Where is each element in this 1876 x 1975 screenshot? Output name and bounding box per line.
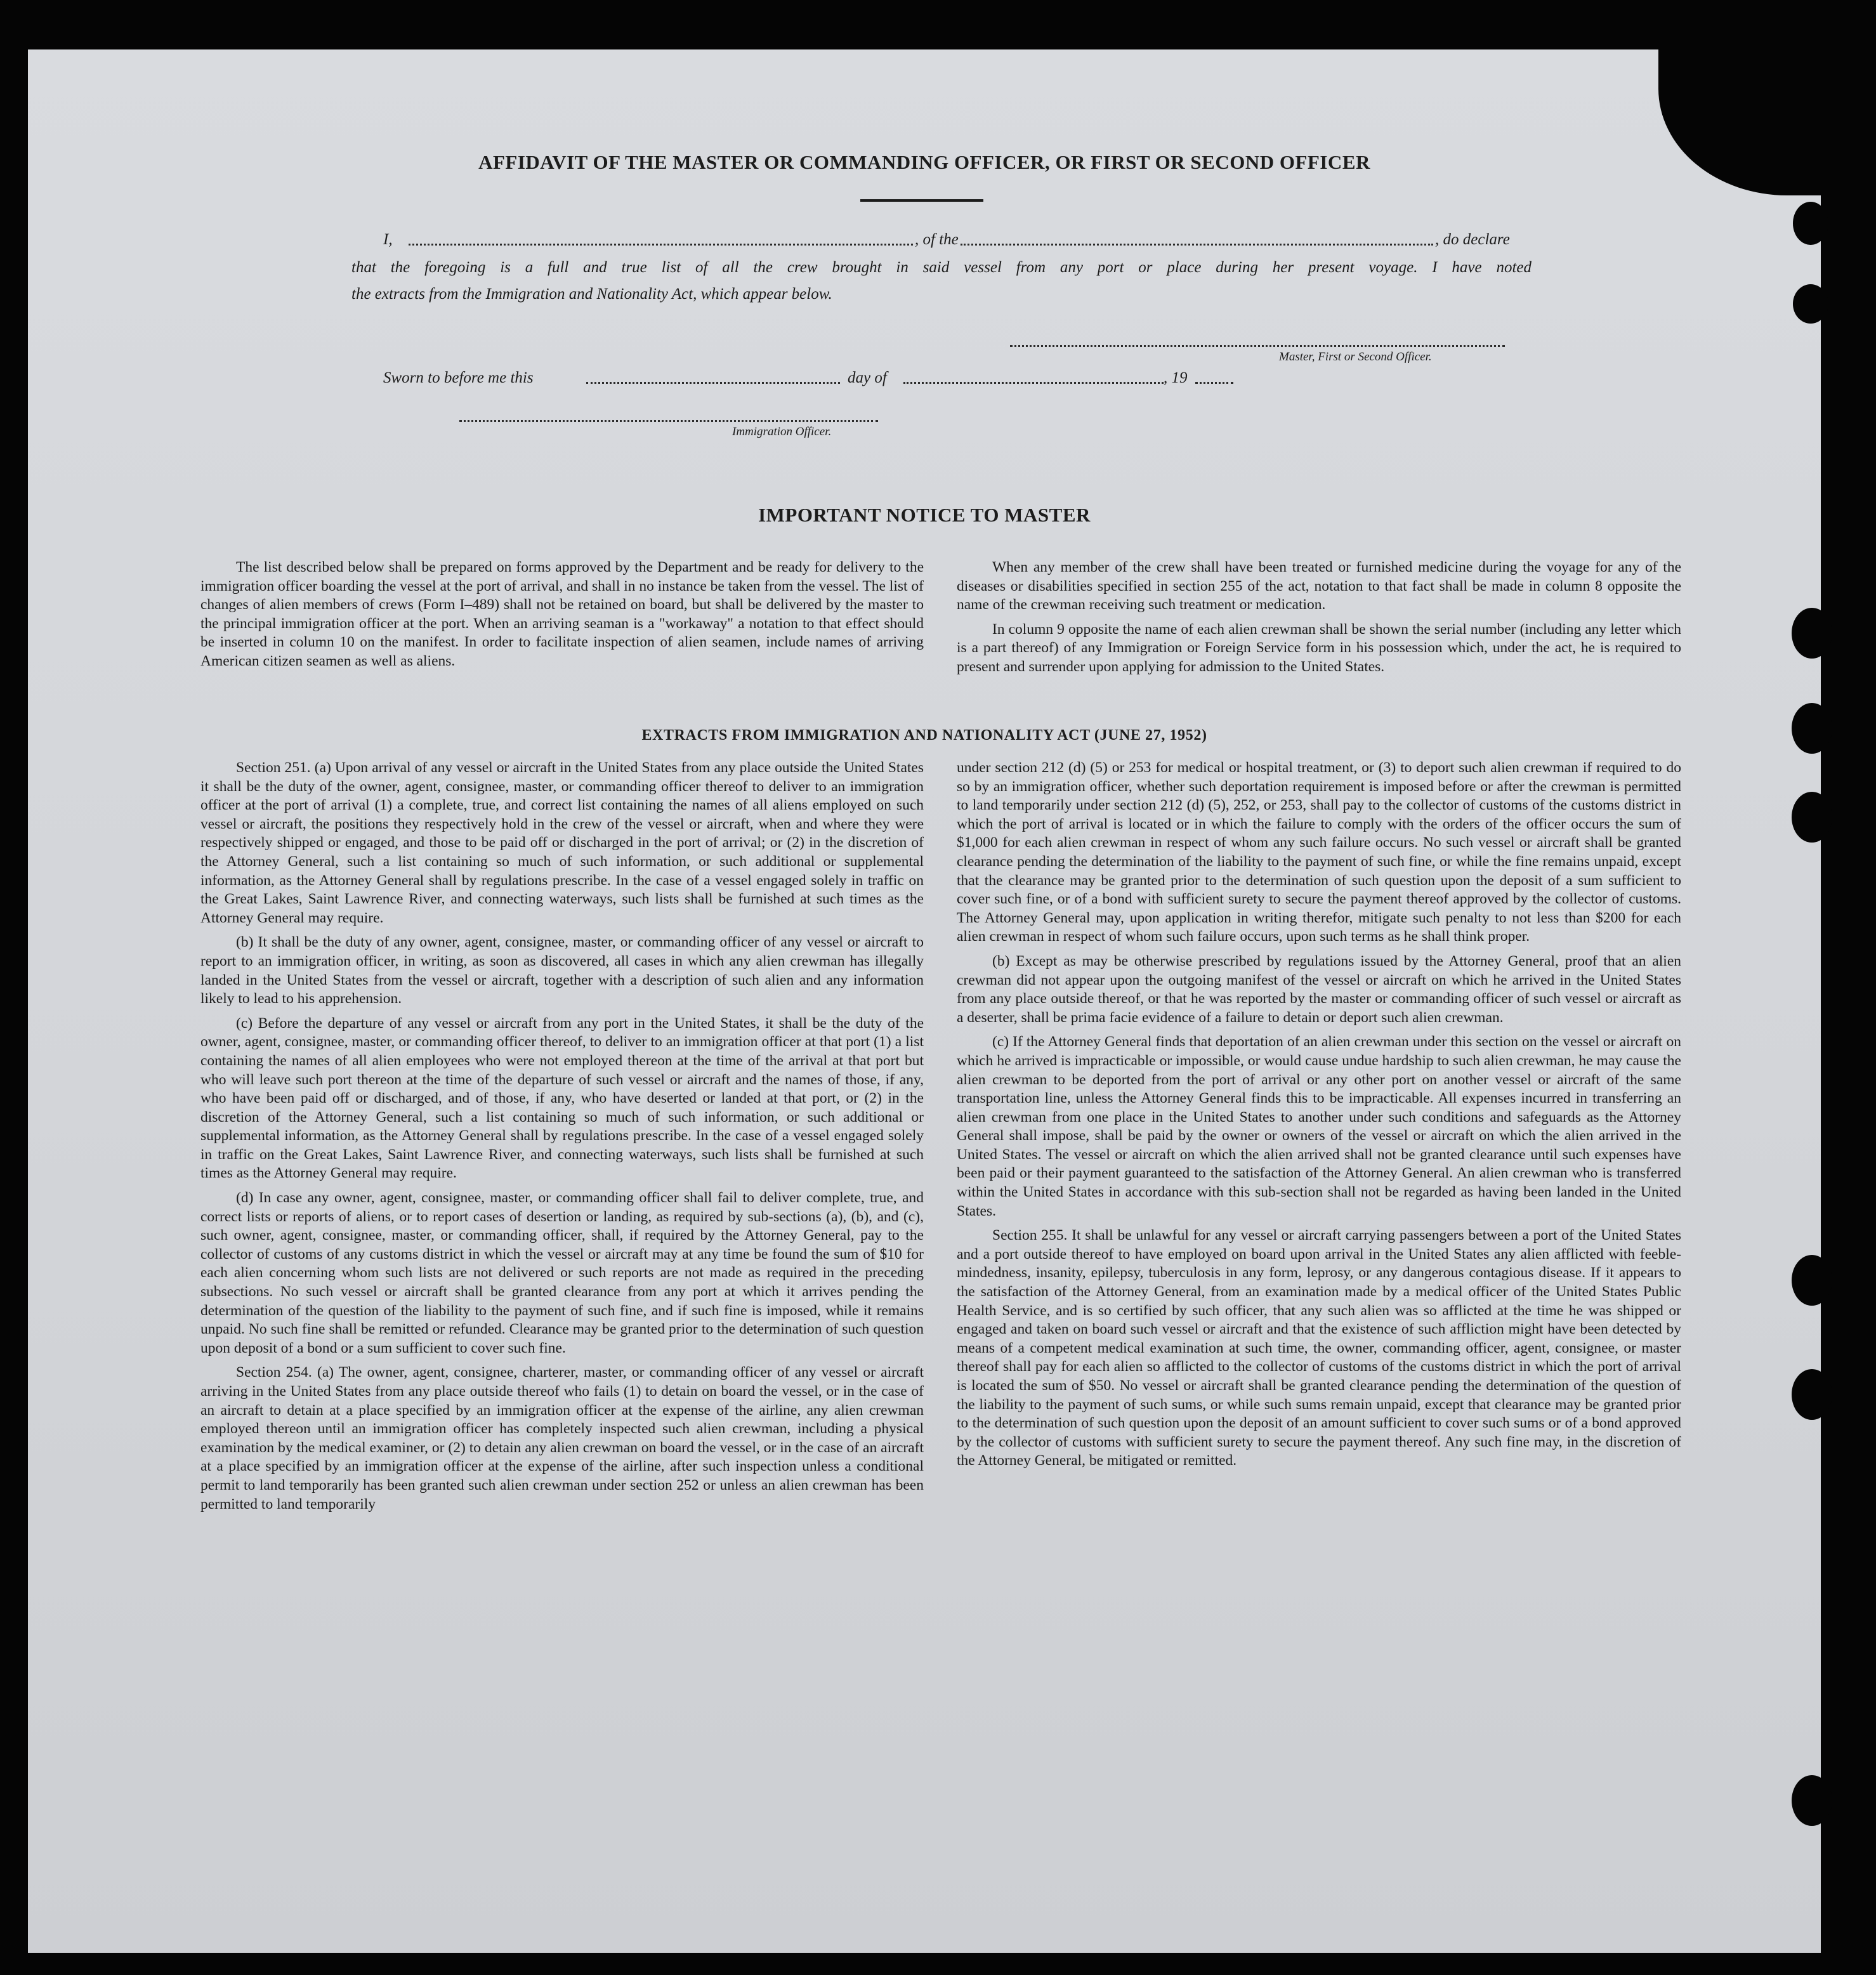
- extracts-left-column: [200, 759, 924, 1519]
- master-signature-caption: Master, First or Second Officer.: [1279, 350, 1432, 364]
- extract-paragraph: (b) It shall be the duty of any owner, agent, consignee, master, or commanding officer of any vessel or aircraft to report to an immigration officer, in writing, as soon as discovered, all cases in which any alien crewman has illegally landed in the United States from the vessel or aircraft, together with a description of such alien and any information likely to lead to his apprehension.: [200, 934, 924, 1007]
- extracts-title: EXTRACTS FROM IMMIGRATION AND NATIONALITY ACT (JUNE 27, 1952): [641, 727, 1207, 744]
- extract-paragraph: Section 255. It shall be unlawful for any vessel or aircraft carrying passengers between a port of the United States and a port outside thereof to have employed on board upon arrival in the United States any alien afflicted with feeble-mindedness, insanity, epilepsy, tuberculosis in any form, leprosy, or any dangerous contagious disease. If it appears to the satisfaction of the Attorney General, from an examination made by a medical officer of the United States Public Health Service, and is so certified by such officer, that any such alien was so afflicted at the time he was shipped or engaged and taken on board such vessel or aircraft and that the existence of such affliction might have been detected by means of a competent medical examination at such time, the owner, commanding officer, agent, consignee, or master thereof shall pay for each alien so afflicted to the collector of customs of the customs district in which the port of arrival is located the sum of $50. No vessel or aircraft shall be granted clearance pending the determination of the question of the liability to the payment of such sums, or while such sums remain unpaid, except that clearance may be granted prior to the determination of such question upon the deposit of an amount sufficient to cover such sums or of a bond approved by the collector of customs with sufficient surety to secure the payment thereof. Any such fine may, in the discretion of the Attorney General, be mitigated or remitted.: [957, 1227, 1681, 1469]
- extract-paragraph: (b) Except as may be otherwise prescribed by regulations issued by the Attorney General, proof that an alien crewman did not appear upon the outgoing manifest of the vessel or aircraft on which he arrived in the United States from any place outside thereof, or that he was reported by the master or commanding officer of such vessel or aircraft as a deserter, shall be prima facie evidence of a failure to detain or deport such alien crewman.: [957, 952, 1681, 1026]
- document-page: [28, 49, 1821, 1953]
- affidavit-statement-line: that the foregoing is a full and true list of all the crew brought in said vessel from any port or place during her present voyage. I have noted: [351, 259, 1532, 276]
- immigration-officer-signature-line[interactable]: [459, 420, 878, 422]
- punch-hole: [1792, 608, 1832, 659]
- punch-hole: [1792, 1255, 1832, 1306]
- affidavit-i-label: I,: [383, 231, 393, 248]
- master-name-blank[interactable]: [409, 244, 913, 246]
- extract-paragraph: Section 251. (a) Upon arrival of any vessel or aircraft in the United States from any place outside the United States it shall be the duty of the owner, agent, consignee, master, or commanding officer thereof to deliver to an immigration officer at the port of arrival (1) a complete, true, and correct list containing the names of all aliens employed on such vessel or aircraft, the positions they respectively hold in the crew of the vessel or aircraft, when and where they were respectively shipped or engaged, and those to be paid off or discharged in the port of arrival; or (2) in the discretion of the Attorney General, such a list containing so much of such information, or such additional or supplemental information, as the Attorney General shall by regulations prescribe. In the case of a vessel engaged solely in traffic on the Great Lakes, Saint Lawrence River, and connecting waterways, such lists shall be furnished at such times as the Attorney General may require.: [200, 759, 924, 926]
- notice-paragraph: In column 9 opposite the name of each alien crewman shall be shown the serial number (including any letter which is a part thereof) of any Immigration or Foreign Service form in his possession which, under the act, he is required to present and surrender upon applying for admission to the United States.: [957, 620, 1681, 675]
- notice-left-column: [200, 558, 924, 677]
- sworn-year-label: , 19: [1164, 369, 1188, 386]
- punch-hole: [1792, 1369, 1832, 1420]
- sworn-label: Sworn to before me this: [383, 369, 534, 386]
- sworn-day-blank[interactable]: [586, 382, 840, 384]
- extract-paragraph: under section 212 (d) (5) or 253 for medical or hospital treatment, or (3) to deport such alien crewman if required to do so by an immigration officer, whether such deportation requirement is imposed before or after the crewman is permitted to land temporarily under section 212 (d) (5), 252, or 253, shall pay to the collector of customs of the customs district in which the port of arrival is located or in which the failure to comply with the orders of the officer occurs the sum of $1,000 for each alien crewman in respect of whom any such failure occurs. No such vessel or aircraft shall be granted clearance pending the determination of the liability to the payment of such fine, or while the fine remains unpaid, except that the clearance may be granted prior to the determination of such question upon the deposit of a sum sufficient to cover such fine, or of a bond with sufficient surety to secure the payment thereof approved by the collector of customs. The Attorney General may, upon application in writing therefor, mitigate such penalty to not less than $200 for each alien crewman in respect of whom such failure occurs, upon such terms as he shall think proper.: [957, 759, 1681, 945]
- punch-hole: [1792, 1775, 1832, 1826]
- immigration-officer-caption: Immigration Officer.: [732, 425, 832, 438]
- master-signature-line[interactable]: [1010, 345, 1505, 347]
- punch-hole: [1793, 284, 1828, 324]
- sworn-day-of-label: day of: [848, 369, 887, 386]
- punch-hole: [1792, 703, 1832, 754]
- extract-paragraph: (c) Before the departure of any vessel or aircraft from any port in the United States, it shall be the duty of the owner, agent, consignee, master, or commanding officer thereof, to deliver to an immigration officer at that port (1) a list containing the names of all alien employees who were not employed thereon at the time of the arrival at that port but who will leave such port thereon at the time of the departure of such vessel or aircraft and the names of those, if any, who have been paid off or discharged, and of those, if any, who have deserted or landed at that port, or (2) in the discretion of the Attorney General, such a list containing so much of such information, or such additional or supplemental information, as the Attorney General shall by regulations prescribe. In the case of a vessel engaged solely in traffic on the Great Lakes, Saint Lawrence River, and connecting waterways, such lists shall be furnished at such times as the Attorney General may require.: [200, 1014, 924, 1182]
- punch-hole: [1792, 792, 1832, 843]
- extracts-right-column: [957, 759, 1681, 1476]
- notice-right-column: [957, 558, 1681, 683]
- extract-paragraph: (c) If the Attorney General finds that deportation of an alien crewman under this section on the vessel or aircraft on which he arrived is impracticable or impossible, or would cause undue hardship to such alien crewman, he may cause the alien crewman to be deported from the port of arrival or any other port on another vessel or aircraft of the same transportation line, unless the Attorney General finds this to be impracticable. All expenses incurred in transferring an alien crewman from one place in the United States to another under such conditions and safeguards as the Attorney General shall impose, shall be paid by the owner or owners of the vessel or aircraft on which the alien arrived in the United States. The vessel or aircraft on which the alien arrived shall not be granted clearance until such expenses have been paid or their payment guaranteed to the satisfaction of the Attorney General. An alien crewman who is transferred within the United States in accordance with this sub-section shall not be regarded as having been landed in the United States.: [957, 1033, 1681, 1219]
- sworn-month-blank[interactable]: [903, 382, 1164, 384]
- affidavit-title: AFFIDAVIT OF THE MASTER OR COMMANDING OFFICER, OR FIRST OR SECOND OFFICER: [478, 151, 1370, 173]
- affidavit-statement-line-2: the extracts from the Immigration and Nationality Act, which appear below.: [351, 285, 832, 303]
- sworn-year-blank[interactable]: [1195, 382, 1233, 384]
- punch-hole: [1793, 202, 1828, 245]
- notice-paragraph: When any member of the crew shall have been treated or furnished medicine during the voyage for any of the diseases or disabilities specified in section 255 of the act, notation to that fact shall be made in column 8 opposite the name of the crewman receiving such treatment or medication.: [957, 559, 1681, 613]
- title-divider: [860, 199, 983, 202]
- vessel-name-blank[interactable]: [961, 244, 1433, 246]
- notice-title: IMPORTANT NOTICE TO MASTER: [758, 504, 1091, 526]
- notice-paragraph: The list described below shall be prepared on forms approved by the Department and be ready for delivery to the immigration officer boarding the vessel at the port of arrival, and shall in no instance be taken from the vessel. The list of changes of alien members of crews (Form I–489) shall not be retained on board, but shall be delivered by the master to the principal immigration officer at the port. When an arriving seaman is a "workaway" a notation to that effect should be inserted in column 10 on the manifest. In order to facilitate inspection of alien seamen, include names of arriving American citizen seamen as well as aliens.: [200, 559, 924, 669]
- extract-paragraph: (d) In case any owner, agent, consignee, master, or commanding officer shall fail to deliver complete, true, and correct lists or reports of aliens, or to report cases of desertion or landing, as required by sub-sections (a), (b), and (c), such owner, agent, consignee, master, or commanding officer, shall, if required by the Attorney General, pay to the collector of customs of any customs district in which the vessel or aircraft may at any time be found the sum of $10 for each alien concerning whom such lists are not delivered or such reports are not made as required in the preceding subsections. No such vessel or aircraft shall be granted clearance from any port at which it arrives pending the determination of the question of the liability to the payment of such fine, and if such fine is imposed, while it remains unpaid. No such fine shall be remitted or refunded. Clearance may be granted prior to the determination of such question upon deposit of a bond or a sum sufficient to cover such fine.: [200, 1190, 924, 1356]
- extract-paragraph: Section 254. (a) The owner, agent, consignee, charterer, master, or commanding officer of any vessel or aircraft arriving in the United States from any place outside thereof who fails (1) to detain on board the vessel, or in the case of an aircraft to detain at a place specified by an immigration officer at the expense of the airline, any alien crewman employed thereon until an immigration officer has completely inspected such alien crewman, including a physical examination by the medical examiner, or (2) to detain any alien crewman on board the vessel, or in the case of an aircraft at a place specified by an immigration officer at the expense of the airline, after such inspection unless a conditional permit to land temporarily has been granted such alien crewman under section 252 or unless an alien crewman has been permitted to land temporarily: [200, 1364, 924, 1512]
- affidavit-of-the-label: , of the: [915, 231, 959, 248]
- affidavit-declare-label: , do declare: [1435, 231, 1510, 248]
